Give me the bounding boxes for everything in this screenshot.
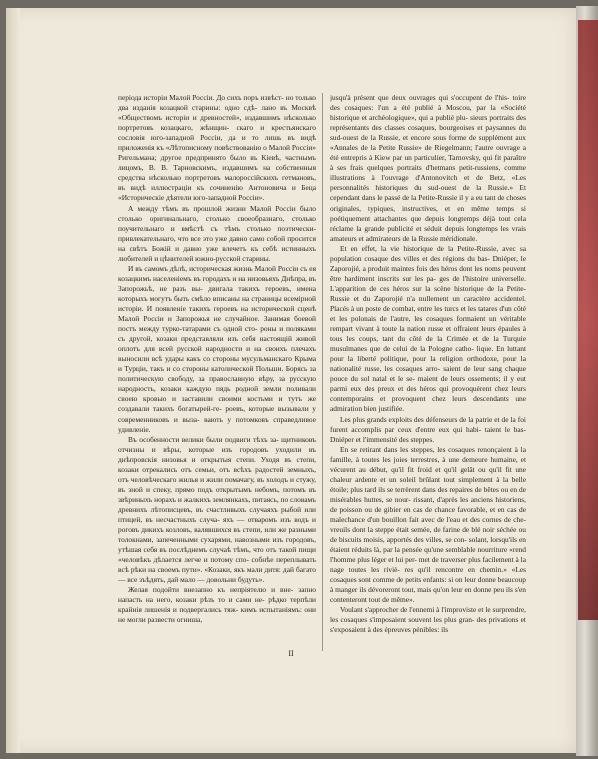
paragraph: Les plus grands exploits des défenseurs de la patrie et de la foi furent accomplis par ceux d'entre eux qui habi- taient le bas-Dniéper et l'immensité des steppes. xyxy=(330,414,526,444)
russian-text-column xyxy=(118,93,316,625)
paragraph: Въ особенности велики были подвиги тѣхъ за- щитниковъ отчизны и вѣры, которые изъ городовъ уходили въ днѣпровскія низовья и открытыя степи. Уходя въ степи, козаки отрекались отъ семьи, отъ всѣхъ радостей земныхъ, отъ человѣческаго жилья и жили помачагу, въ холодъ и стужу, въ зной и спеку, прямо подъ открытымъ небомъ, потомъ въ звѣриныхъ норахъ и жалкихъ землянкахъ, питаясь, по словамъ древнихъ лѣтописцевъ, въ счастливыхъ случаяхъ рыбой или птицей, въ несчастныхъ случа- яхъ — отваромъ изъ водъ и роговъ дикихъ козловъ, валявшихся въ степи, или же разными толокнами, запеченными сухарями, навозными изъ городовъ, утѣшая себя въ послѣднемъ случаѣ тѣмъ, что отъ такой пищи «человѣкъ дѣлается легче и потому спо- собнѣе переплывать всѣ рѣки на своемъ пути». «Козаки, якъ мали дитя: дай багато — все зъѣдять, дай мало — довольни будуть». xyxy=(118,434,316,585)
page-spine-shadow xyxy=(6,8,20,753)
paragraph: И въ самомъ дѣлѣ, историческая жизнь Малой Россіи съ ея козацкимъ населеніемъ въ городахъ и на низовьяхъ Днѣпра, въ Запорожьѣ, не разъ вы- двигала такихъ героевъ, имена которыхъ могутъ быть смѣло вписаны на страницы всемірной исторіи. И появленіе такихъ героевъ на исторической сценѣ Малой Россіи и Запорожья не случайное. Занимая боевой постъ между турко-татарами съ одной сто- роны и поляками съ другой, козаки представляли изъ себя настоящій живой оплотъ для всей русской народности и на своихъ плечахъ выносили всѣ удары какъ со стороны мусульманскаго Крыма и Турціи, такъ и со стороны католической Польши. Борясь за политическую свободу, за православную вѣру, за русскую народность, козаки каждую пядь родной земли поливали своею кровью и заставили своими костьми и тутъ же создавали такихъ богатырей-ге- роевъ, которые вызывали у современниковъ и выза- вають у потомковъ справедливое удивленіе. xyxy=(118,263,316,434)
page-number: II xyxy=(288,649,294,658)
book-page xyxy=(6,8,576,753)
paragraph: jusqu'à présent que deux ouvrages qui s'occupent de l'his- toire des cosaques: l'un a été publié à Moscou, par la «Société historique et archéologique», qui a publié plu- sieurs portraits des représentants des classes cosaques, bourgeoises et paysannes du sud-ouest de la Russie, et encore sous forme de supplément aux «Annales de la Petite Russie» de Riegelmann; l'autre ouvrage a été entrepris à Kiew par un particulier, Tarnovsky, qui fit paraître à ses frais quelques portraits d'hetmans petit-russiens, comme illustrations à l'ouvrage d'Antonovitch et de Betz, «Les personnalités historiques du sud-ouest de la Russie.» Et cependant dans le passé de la Petite-Russie il y a eu tant de choses originales, typiques, instructives, et en même temps si poétiquement attachantes que depuis longtemps déjà tout cela réclame la grande publicité et séduit depuis longtemps les vrais amateurs et admirateurs de la Russie méridionale. xyxy=(330,93,526,243)
column-divider xyxy=(322,93,323,651)
french-text-column xyxy=(330,93,526,636)
paragraph: періода исторіи Малой Россіи. До сихъ поръ извѣст- но только два изданія козацкой старины: одно сдѣ- лано въ Москвѣ «Обществомъ исторіи и древностей», издавшимъ нѣсколько портретовъ козацкаго, жѣнщин- скаго и крестьянскаго сословія юго-западной Россіи, да и то лишь въ видѣ приложенія къ «Лѣтописному повѣствованію о Малой Россіи» Ригельмана; другое предпринято было въ Кіевѣ, частнымъ лицомъ, В. В. Тарновскимъ, издавшимъ на собственныя средства нѣсколько портретовъ малороссійскихъ гетмановъ, въ видѣ иллюстраціи къ сочиненію Антоновича и Беца «Историческіе дѣятели юго-западной Россіи». xyxy=(118,93,316,203)
paragraph: Et en effet, la vie historique de la Petite-Russie, avec sa population cosaque des villes et des régions du bas- Dniéper, le Zaporojié, a produit maintes fois des héros dont les noms peuvent être hardiment inscrits sur les pa- ges de l'histoire universelle. L'apparition de ces héros sur la scène historique de la Petite-Russie et du Zaporojié n'a nullement un caractère accidentel. Placés à un poste de combat, entre les turcs et les tatares d'un côté et les polonais de l'autre, les cosaques formaient un véritable rempart vivant à toute la nation russe et offraient leurs épaules à tous les coups, tant du côté de la Crimée et de la Turquie musulmanes que de celui de la Pologne catho- lique. En luttant pour la liberté politique, pour la religion orthodoxe, pour la nationalité russe, les cosaques arro- saient de leur sang chaque pouce du sol natal et le se- maient de leurs ossements; il y eut parmi eux des preux et des héros qui provoquèrent chez leurs contemporains et provoquent chez leurs descendants une admiration bien justifiée. xyxy=(330,243,526,414)
paragraph: En se retirant dans les steppes, les cosaques renonçaient à la famille, à toutes les joies terrestres, à une demeure humaine, et vécurent au début, qu'il fit froid et qu'il gelât ou qu'il fit une chaleur ardente et un soleil brûlant tout simplement à la belle étoile; plus tard ils se terrèrent dans des repaires de bêtes ou en de misérables huttes, se nour- rissant, d'après les anciens historiens, de poisson ou de gibier en cas de chance favorable, et en cas de malechance d'un bouillon fait avec de l'eau et des cornes de che- vreuils dont la steppe était semée, de farine de blé noir séchée ou de biscuits moisis, apportés des villes, se con- solant, lorsqu'ils en étaient réduits là, par la pensée qu'une semblable nourriture «rend l'homme plus léger et lui per- met de traverser plus facilement à la nage toutes les riviè- res qu'il rencontre en chemin.» «Les cosaques sont comme de petits enfants: si on leur donne beaucoup à manger ils dévoreront tout, mais qu'on leur en donne peu ils s'en contenteront tout de même». xyxy=(330,444,526,605)
paragraph: Voulant s'approcher de l'ennemi à l'improviste et le surprendre, les cosaques s'imposaient souvent les plus gran- des privations et s'exposaient à des épreuves pénibles: ils xyxy=(330,605,526,635)
paragraph: А между тѣмъ въ прошлой жизни Малой Россіи было столько оригинальнаго, столько своеобразнаго, столько поучительнаго и вмѣстѣ съ тѣмъ столько поэтически-привлекательнаго, что все это уже давно само собой просится на свѣтъ Божій и давно уже влечетъ къ себѣ истинныхъ любителей и цѣнителей южно-русской старины. xyxy=(118,203,316,263)
paragraph: Желая подойти внезапно къ непріятелю и вне- запно напасть на него, козаки рѣзъ то и сами не- рѣдко терпѣли крайнія лишенія и подвергались тяж- кимъ испытаніямъ: они не могли развести огниша, xyxy=(118,585,316,625)
red-binding xyxy=(578,20,598,620)
